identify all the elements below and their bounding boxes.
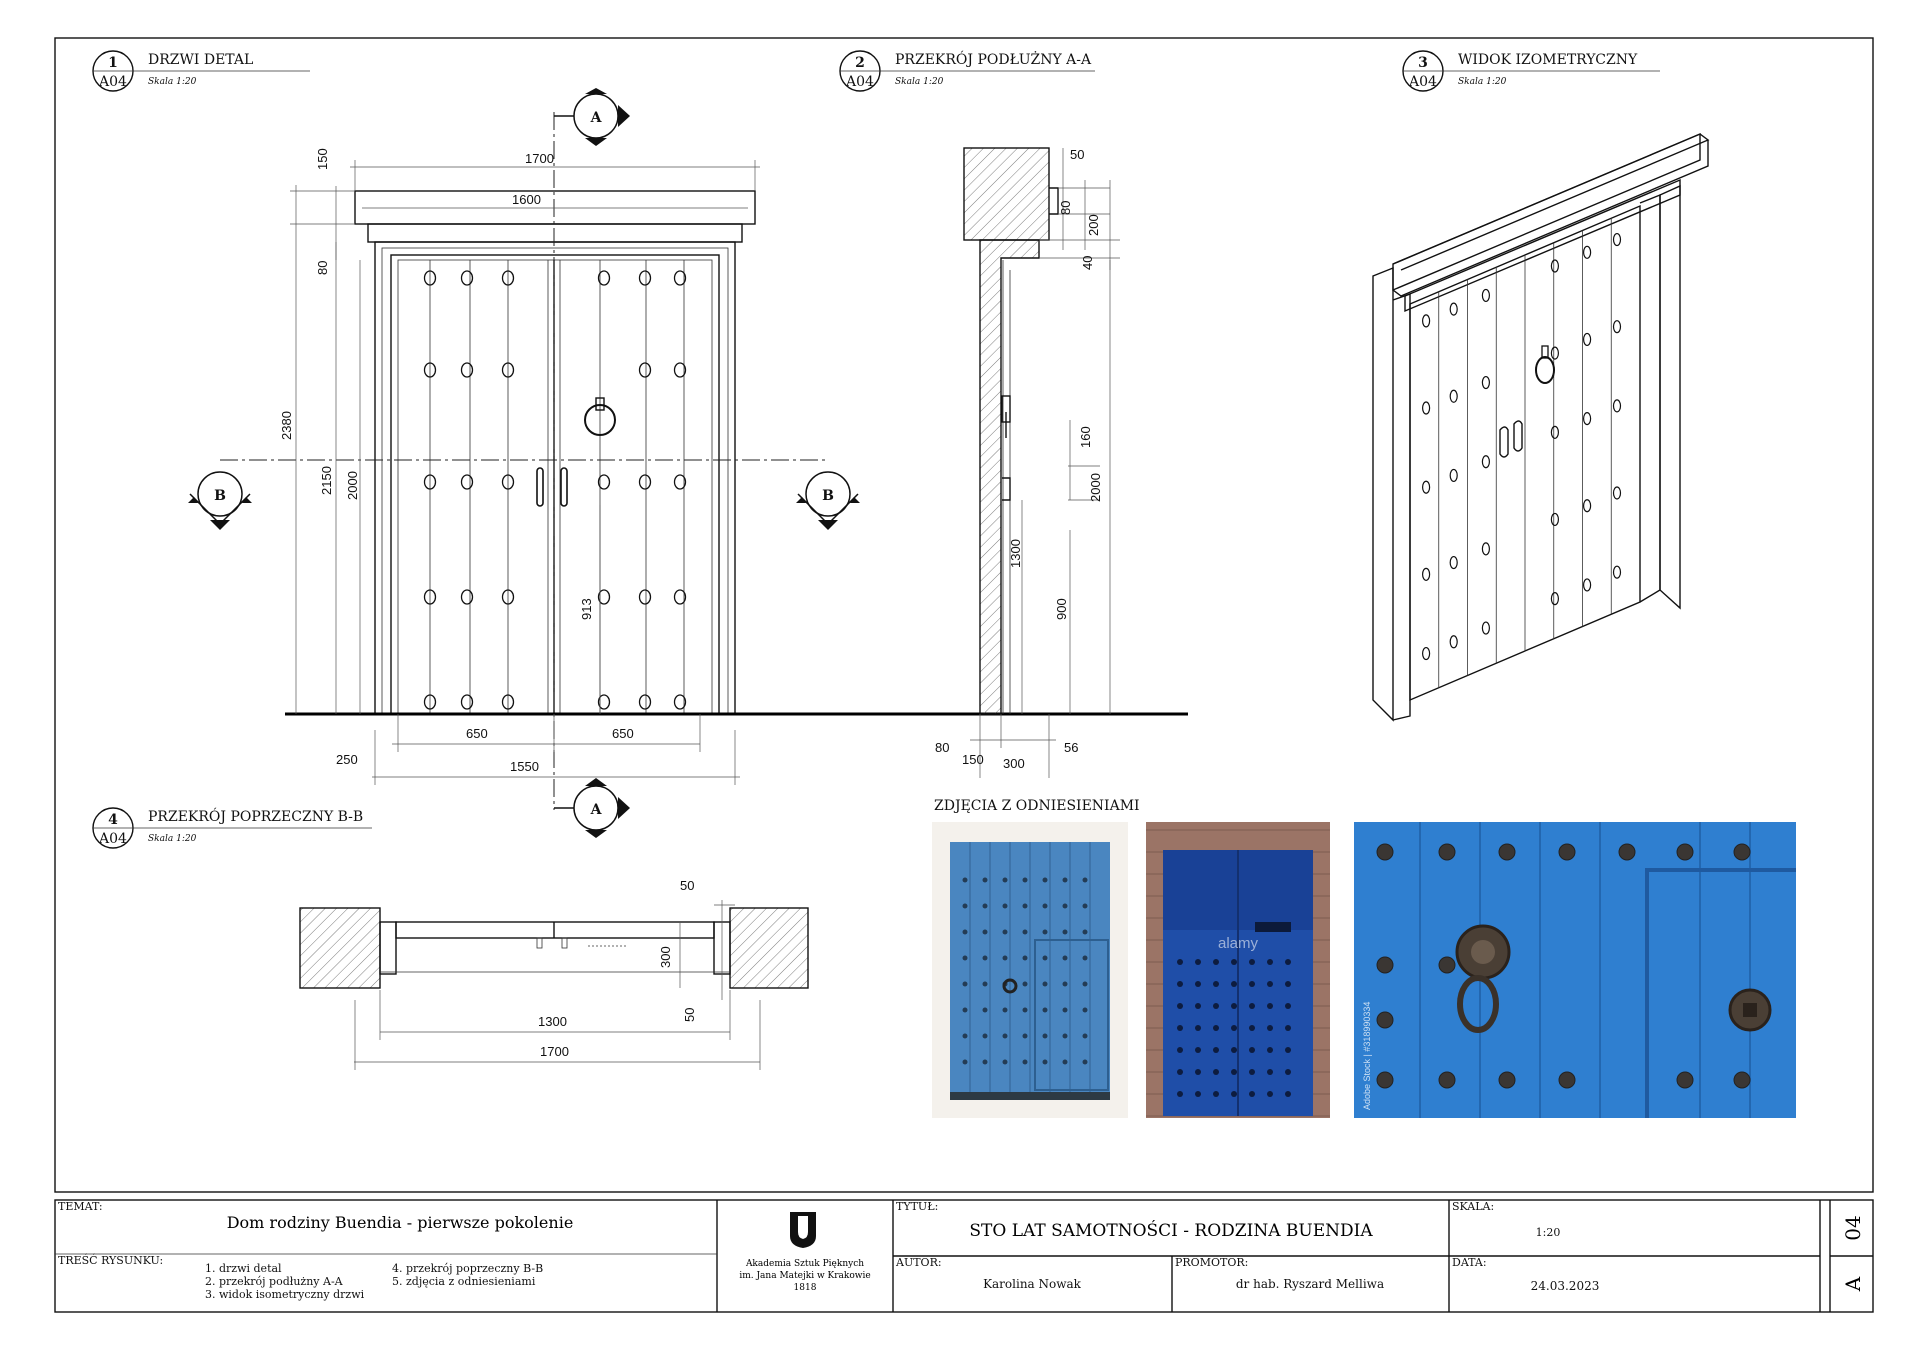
stud-icon [1083,1060,1088,1065]
stud-icon [983,1008,988,1013]
stud-icon [1482,289,1489,301]
stud-icon [1231,959,1237,965]
stud-icon [1267,1069,1273,1075]
stud-icon [1614,321,1621,333]
view-number: 4 [108,812,118,828]
stud-icon [1213,1091,1219,1097]
stud-icon [1083,930,1088,935]
view-scale: Skala 1:20 [895,77,944,87]
stud-icon [1559,1072,1575,1088]
dim-text: 250 [336,752,358,767]
autor-value: Karolina Nowak [983,1277,1081,1291]
stud-icon [1195,959,1201,965]
stud-icon [1249,981,1255,987]
stud-icon [1249,1047,1255,1053]
dim-text: 1550 [510,759,539,774]
stud-icon [1285,1091,1291,1097]
stud-icon [1249,1003,1255,1009]
stud-icon [1377,1012,1393,1028]
dim-text: 1300 [538,1014,567,1029]
tresc-label: TREŚĆ RYSUNKU: [58,1254,164,1267]
stud-icon [1231,1025,1237,1031]
stud-icon [1267,1003,1273,1009]
stud-icon [983,1034,988,1039]
stud-icon [1377,844,1393,860]
stud-icon [963,930,968,935]
dim-text: 80 [935,740,950,755]
stud-icon [1003,930,1008,935]
section-letter: B [822,488,834,504]
dim-text: 2000 [345,471,360,500]
stud-icon [1482,622,1489,634]
tytul-label: TYTUŁ: [896,1200,939,1213]
stud-icon [963,1060,968,1065]
door-handle-icon [1500,427,1508,457]
section-marker-a-bottom [554,778,630,838]
stud-icon [1267,959,1273,965]
stud-icon [1003,1034,1008,1039]
tresc-item: 2. przekrój podłużny A-A [205,1275,343,1288]
stud-icon [1482,456,1489,468]
skala-value: 1:20 [1535,1226,1561,1239]
reference-photo-3 [1354,822,1796,1118]
stud-icon [1231,1091,1237,1097]
dim-text: 40 [1080,255,1095,270]
title-block [55,1200,1873,1312]
view-sheet: A04 [1409,74,1437,90]
tytul-value: STO LAT SAMOTNOŚCI - RODZINA BUENDIA [969,1221,1373,1241]
section-letter: B [214,488,226,504]
stud-icon [983,904,988,909]
stud-icon [1043,904,1048,909]
school-name: im. Jana Matejki w Krakowie [739,1271,871,1281]
stud-icon [1195,981,1201,987]
dim-text: 1300 [1008,539,1023,568]
stud-icon [1003,878,1008,883]
elevation-dimensions [279,148,760,785]
stud-icon [1213,981,1219,987]
view-title-1 [93,51,310,91]
door-handle-icon [1514,421,1522,451]
view-sheet: A04 [99,74,127,90]
view-title-4 [93,807,372,848]
stud-icon [1177,1047,1183,1053]
stud-icon [1450,636,1457,648]
tresc-item: 1. drzwi detal [205,1262,282,1275]
section-marker-b-right [796,472,860,530]
stud-icon [1063,1008,1068,1013]
stud-icon [983,982,988,987]
stud-icon [1083,904,1088,909]
door-handle-icon [537,468,543,506]
stud-icon [1450,469,1457,481]
stud-icon [1195,1003,1201,1009]
reference-photo-1 [932,822,1128,1118]
stud-icon [1023,1008,1028,1013]
view-scale: Skala 1:20 [1458,77,1507,87]
stud-icon [1285,1025,1291,1031]
photos-heading: ZDJĘCIA Z ODNIESIENIAMI [934,798,1140,814]
view-title: WIDOK IZOMETRYCZNY [1458,52,1638,68]
dim-text: 2000 [1088,473,1103,502]
stud-icon [1285,1069,1291,1075]
section-letter: A [590,802,602,818]
dim-text: 913 [579,598,594,620]
stud-icon [1584,579,1591,591]
promotor-value: dr hab. Ryszard Melliwa [1235,1277,1385,1291]
stud-icon [1267,981,1273,987]
stud-icon [1231,1069,1237,1075]
section-aa [935,147,1120,778]
stud-icon [1584,500,1591,512]
stud-icon [462,271,473,285]
skala-label: SKALA: [1452,1200,1495,1213]
stud-icon [1614,566,1621,578]
stud-icon [963,956,968,961]
dim-text: 80 [1058,200,1073,215]
stud-icon [462,695,473,709]
stud-icon [1043,1034,1048,1039]
stud-icon [1267,1047,1273,1053]
stud-icon [1213,1025,1219,1031]
stud-icon [1482,543,1489,555]
stud-icon [1439,1072,1455,1088]
stud-icon [1377,957,1393,973]
door-handle-icon [561,468,567,506]
stud-icon [963,982,968,987]
stud-icon [1063,904,1068,909]
stud-icon [1734,844,1750,860]
stud-icon [1551,513,1558,525]
stud-icon [1614,234,1621,246]
stud-icon [1551,593,1558,605]
stud-icon [1677,1072,1693,1088]
stud-icon [1177,981,1183,987]
temat-label: TEMAT: [58,1200,103,1213]
stud-icon [1023,930,1028,935]
dim-text: 50 [682,1007,697,1022]
stud-icon [1063,930,1068,935]
stud-icon [1023,904,1028,909]
stud-icon [1043,1060,1048,1065]
school-name: Akademia Sztuk Pięknych [745,1259,865,1269]
stud-icon [983,878,988,883]
stud-icon [1584,246,1591,258]
stud-icon [1083,1008,1088,1013]
stud-icon [1083,956,1088,961]
photo-watermark: Adobe Stock | #318990334 [1362,1001,1372,1110]
reference-photo-2 [1146,822,1330,1118]
stud-icon [1063,956,1068,961]
photo-watermark: alamy [1217,935,1259,952]
door-knocker-icon [1536,357,1554,383]
stud-icon [1499,1072,1515,1088]
dim-text: 1600 [512,192,541,207]
stud-icon [1423,315,1430,327]
stud-icon [1249,1091,1255,1097]
data-value: 24.03.2023 [1530,1279,1600,1293]
tresc-item: 5. zdjęcia z odniesieniami [392,1275,536,1288]
stud-icon [1083,982,1088,987]
stud-icon [1213,1069,1219,1075]
dim-text: 150 [962,752,984,767]
stud-icon [1177,1025,1183,1031]
stud-icon [963,878,968,883]
dim-text: 50 [680,878,695,893]
stud-icon [1003,956,1008,961]
section-letter: A [590,110,602,126]
stud-icon [1195,1025,1201,1031]
stud-icon [1614,487,1621,499]
view-number: 3 [1418,55,1428,71]
autor-label: AUTOR: [896,1256,942,1269]
stud-icon [1551,347,1558,359]
stud-icon [1614,400,1621,412]
stud-icon [1423,648,1430,660]
stud-icon [1285,959,1291,965]
section-marker-a-top [554,88,630,146]
stud-icon [983,930,988,935]
dim-text: 300 [658,946,673,968]
stud-icon [1023,878,1028,883]
stud-icon [1023,1034,1028,1039]
view-title-2 [840,50,1095,91]
dim-text: 300 [1003,756,1025,771]
view-title-3 [1403,51,1660,91]
stud-icon [1003,1060,1008,1065]
stud-icon [1423,568,1430,580]
stud-icon [1285,1003,1291,1009]
stud-icon [1267,1091,1273,1097]
view-number: 2 [855,55,865,71]
stud-icon [1559,844,1575,860]
stud-icon [1439,844,1455,860]
stud-icon [1023,1060,1028,1065]
stud-icon [1043,930,1048,935]
stud-icon [1584,333,1591,345]
stud-icon [462,590,473,604]
sheet-letter: A [1841,1276,1865,1292]
stud-icon [1195,1047,1201,1053]
stud-icon [1499,844,1515,860]
view-title: PRZEKRÓJ POPRZECZNY B-B [148,809,364,825]
stud-icon [1450,303,1457,315]
door-elevation [285,191,1188,714]
dim-text: 80 [315,260,330,275]
stud-icon [1023,982,1028,987]
view-title: PRZEKRÓJ PODŁUŻNY A-A [895,52,1092,68]
stud-icon [1285,1047,1291,1053]
stud-icon [1063,878,1068,883]
view-sheet: A04 [846,74,874,90]
stud-icon [1249,1025,1255,1031]
dim-text: 2380 [279,411,294,440]
stud-icon [1482,377,1489,389]
stud-icon [1043,878,1048,883]
view-title: DRZWI DETAL [148,52,254,68]
section-bb [300,878,808,1070]
tresc-item: 4. przekrój poprzeczny B-B [392,1262,544,1275]
stud-icon [1231,1047,1237,1053]
temat-value: Dom rodziny Buendia - pierwsze pokolenie [226,1213,574,1232]
data-label: DATA: [1452,1256,1487,1269]
stud-icon [1249,1069,1255,1075]
stud-icon [1003,904,1008,909]
stud-icon [1734,1072,1750,1088]
isometric-door [1373,134,1708,720]
stud-icon [1213,1003,1219,1009]
dim-text: 160 [1078,426,1093,448]
stud-icon [640,695,651,709]
stud-icon [640,475,651,489]
stud-icon [1213,1047,1219,1053]
stud-icon [1231,1003,1237,1009]
stud-icon [983,1060,988,1065]
stud-icon [963,1034,968,1039]
stud-icon [640,363,651,377]
stud-icon [1003,1008,1008,1013]
sheet-number: 04 [1841,1215,1865,1241]
stud-icon [1267,1025,1273,1031]
section-marker-b-left [188,472,252,530]
school-year: 1818 [793,1283,817,1293]
dim-text: 200 [1086,214,1101,236]
stud-icon [1177,1091,1183,1097]
stud-icon [640,590,651,604]
dim-text: 2150 [319,466,334,495]
stud-icon [1195,1069,1201,1075]
view-scale: Skala 1:20 [148,834,197,844]
dim-text: 900 [1054,598,1069,620]
stud-icon [1177,1003,1183,1009]
view-sheet: A04 [99,831,127,847]
dim-text: 1700 [525,151,554,166]
stud-icon [1195,1091,1201,1097]
stud-icon [1249,959,1255,965]
tresc-item: 3. widok isometryczny drzwi [205,1288,365,1301]
view-number: 1 [108,55,118,71]
stud-icon [1423,402,1430,414]
dim-text: 1700 [540,1044,569,1059]
dim-text: 56 [1064,740,1079,755]
stud-icon [1083,878,1088,883]
view-scale: Skala 1:20 [148,77,197,87]
dim-text: 650 [466,726,488,741]
stud-icon [1450,557,1457,569]
stud-icon [1213,959,1219,965]
stud-icon [1450,390,1457,402]
stud-icon [1063,982,1068,987]
stud-icon [1377,1072,1393,1088]
stud-icon [1043,1008,1048,1013]
stud-icon [1043,956,1048,961]
stud-icon [983,956,988,961]
dim-text: 50 [1070,147,1085,162]
stud-icon [1551,260,1558,272]
stud-icon [1083,1034,1088,1039]
stud-icon [1177,1069,1183,1075]
dim-text: 650 [612,726,634,741]
promotor-label: PROMOTOR: [1175,1256,1249,1269]
stud-icon [1285,981,1291,987]
stud-icon [1423,481,1430,493]
dim-text: 150 [315,148,330,170]
stud-icon [1619,844,1635,860]
stud-icon [963,1008,968,1013]
stud-icon [1043,982,1048,987]
stud-icon [1584,413,1591,425]
stud-icon [1677,844,1693,860]
stud-icon [1177,959,1183,965]
stud-icon [462,363,473,377]
stud-icon [1063,1060,1068,1065]
stud-icon [1231,981,1237,987]
stud-icon [640,271,651,285]
stud-icon [1551,426,1558,438]
stud-icon [462,475,473,489]
stud-icon [1023,956,1028,961]
stud-icon [1439,957,1455,973]
stud-icon [963,904,968,909]
stud-icon [1063,1034,1068,1039]
